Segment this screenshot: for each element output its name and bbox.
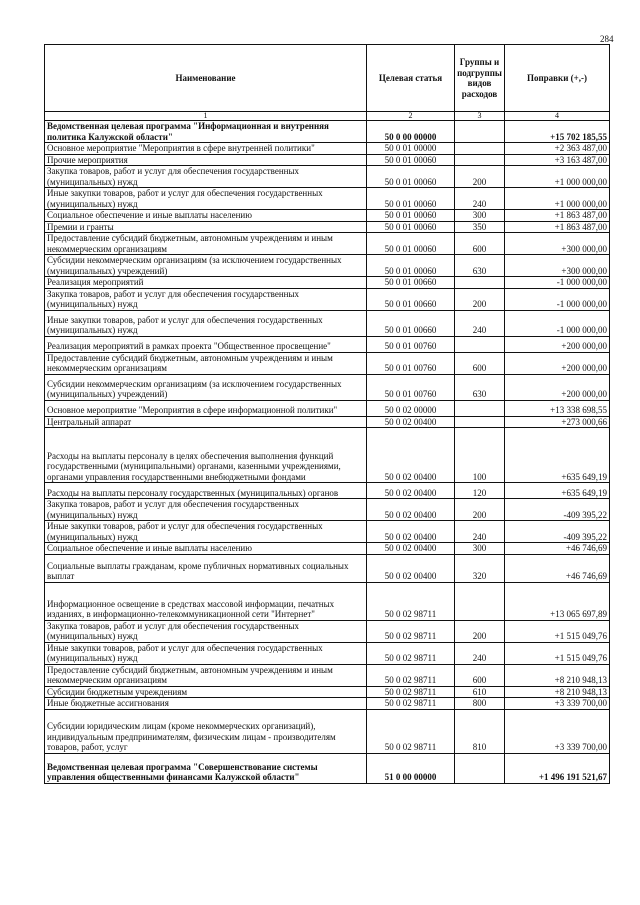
row-target-code-cell: 50 0 02 00400 [367, 499, 455, 521]
row-target-code-cell: 50 0 02 98711 [367, 642, 455, 664]
table-row [45, 221, 610, 233]
row-amount-cell: +300 000,00 [505, 233, 610, 255]
row-expense-group-cell: 200 [455, 499, 505, 521]
row-expense-group-cell: 200 [455, 288, 505, 310]
row-target-code-cell: 50 0 01 00660 [367, 277, 455, 289]
row-name-cell: Расходы на выплаты персоналу в целях обеспечения выполнения функций государственными (муниципальными) органами, казенными учреждениями, органами управления государственными внебюджетными фондами [45, 428, 367, 483]
table-row [45, 483, 610, 499]
row-name-cell: Основное мероприятие "Мероприятия в сфере информационной политики" [45, 400, 367, 416]
table-row [45, 698, 610, 710]
row-name-cell: Реализация мероприятий в рамках проекта "Общественное просвещение" [45, 336, 367, 352]
row-target-code-cell: 50 0 01 00060 [367, 188, 455, 210]
row-expense-group-cell [455, 121, 505, 143]
row-target-code-cell: 50 0 01 00060 [367, 210, 455, 222]
row-name-cell: Прочие мероприятия [45, 154, 367, 166]
table-row [45, 642, 610, 664]
row-amount-cell: -409 395,22 [505, 521, 610, 543]
row-amount-cell: +8 210 948,13 [505, 686, 610, 698]
header-amendments: Поправки (+,-) [505, 45, 610, 112]
row-amount-cell: +46 746,69 [505, 543, 610, 555]
row-amount-cell: +13 338 698,55 [505, 400, 610, 416]
table-row [45, 255, 610, 277]
row-expense-group-cell: 240 [455, 521, 505, 543]
row-target-code-cell: 51 0 00 00000 [367, 753, 455, 783]
header-target-article: Целевая статья [367, 45, 455, 112]
row-expense-group-cell [455, 753, 505, 783]
row-name-cell: Центральный аппарат [45, 416, 367, 428]
row-amount-cell: +200 000,00 [505, 374, 610, 400]
row-name-cell: Закупка товаров, работ и услуг для обеспечения государственных (муниципальных) нужд [45, 499, 367, 521]
row-target-code-cell: 50 0 01 00660 [367, 288, 455, 310]
row-target-code-cell: 50 0 01 00760 [367, 352, 455, 374]
row-target-code-cell: 50 0 02 98711 [367, 582, 455, 620]
column-number-row [45, 112, 610, 121]
row-name-cell: Предоставление субсидий бюджетным, автономным учреждениям и иным некоммерческим организациям [45, 664, 367, 686]
row-expense-group-cell: 300 [455, 210, 505, 222]
row-expense-group-cell: 320 [455, 554, 505, 582]
row-amount-cell: +1 000 000,00 [505, 188, 610, 210]
row-target-code-cell: 50 0 01 00000 [367, 143, 455, 155]
row-target-code-cell: 50 0 01 00060 [367, 154, 455, 166]
table-row [45, 686, 610, 698]
table-row [45, 582, 610, 620]
row-expense-group-cell: 810 [455, 709, 505, 753]
row-target-code-cell: 50 0 02 98711 [367, 698, 455, 710]
row-expense-group-cell: 610 [455, 686, 505, 698]
row-expense-group-cell [455, 277, 505, 289]
row-name-cell: Социальные выплаты гражданам, кроме публичных нормативных социальных выплат [45, 554, 367, 582]
table-row [45, 554, 610, 582]
row-expense-group-cell: 800 [455, 698, 505, 710]
row-name-cell: Расходы на выплаты персоналу государственных (муниципальных) органов [45, 483, 367, 499]
row-target-code-cell: 50 0 02 00400 [367, 483, 455, 499]
row-expense-group-cell: 120 [455, 483, 505, 499]
row-target-code-cell: 50 0 02 00400 [367, 543, 455, 555]
row-amount-cell: +13 065 697,89 [505, 582, 610, 620]
row-amount-cell: -1 000 000,00 [505, 310, 610, 336]
row-target-code-cell: 50 0 02 00000 [367, 400, 455, 416]
row-expense-group-cell: 600 [455, 352, 505, 374]
row-amount-cell: +8 210 948,13 [505, 664, 610, 686]
row-name-cell: Субсидии бюджетным учреждениям [45, 686, 367, 698]
col-number: 1 [45, 112, 367, 121]
row-target-code-cell: 50 0 01 00060 [367, 255, 455, 277]
row-amount-cell: +300 000,00 [505, 255, 610, 277]
row-expense-group-cell: 240 [455, 188, 505, 210]
row-amount-cell: +1 515 049,76 [505, 642, 610, 664]
row-name-cell: Предоставление субсидий бюджетным, автономным учреждениям и иным некоммерческим организациям [45, 352, 367, 374]
row-amount-cell: +635 649,19 [505, 483, 610, 499]
header-expense-groups: Группы и подгруппы видов расходов [455, 45, 505, 112]
row-expense-group-cell: 630 [455, 255, 505, 277]
table-row [45, 288, 610, 310]
table-row [45, 753, 610, 783]
amendments-table [44, 44, 610, 784]
row-name-cell: Иные закупки товаров, работ и услуг для обеспечения государственных (муниципальных) нужд [45, 642, 367, 664]
row-expense-group-cell [455, 154, 505, 166]
table-row [45, 210, 610, 222]
row-target-code-cell: 50 0 01 00060 [367, 221, 455, 233]
row-amount-cell: +3 163 487,00 [505, 154, 610, 166]
col-number: 2 [367, 112, 455, 121]
col-number: 3 [455, 112, 505, 121]
page-number: 284 [600, 34, 614, 44]
row-target-code-cell: 50 0 01 00760 [367, 336, 455, 352]
row-name-cell: Иные закупки товаров, работ и услуг для обеспечения государственных (муниципальных) нужд [45, 521, 367, 543]
row-expense-group-cell: 240 [455, 642, 505, 664]
table-row [45, 352, 610, 374]
row-target-code-cell: 50 0 02 00400 [367, 416, 455, 428]
row-target-code-cell: 50 0 00 00000 [367, 121, 455, 143]
row-amount-cell: +2 363 487,00 [505, 143, 610, 155]
row-name-cell: Закупка товаров, работ и услуг для обеспечения государственных (муниципальных) нужд [45, 166, 367, 188]
row-amount-cell: +273 000,66 [505, 416, 610, 428]
table-row [45, 277, 610, 289]
table-row [45, 310, 610, 336]
table-row [45, 166, 610, 188]
row-name-cell: Реализация мероприятий [45, 277, 367, 289]
row-target-code-cell: 50 0 02 00400 [367, 554, 455, 582]
row-name-cell: Предоставление субсидий бюджетным, автономным учреждениям и иным некоммерческим организациям [45, 233, 367, 255]
row-amount-cell: -1 000 000,00 [505, 288, 610, 310]
table-row [45, 188, 610, 210]
row-expense-group-cell: 350 [455, 221, 505, 233]
table-row [45, 336, 610, 352]
row-amount-cell: -409 395,22 [505, 499, 610, 521]
row-target-code-cell: 50 0 02 98711 [367, 620, 455, 642]
table-row [45, 143, 610, 155]
row-name-cell: Субсидии некоммерческим организациям (за исключением государственных (муниципальных) учреждений) [45, 255, 367, 277]
row-amount-cell: +46 746,69 [505, 554, 610, 582]
row-expense-group-cell: 600 [455, 233, 505, 255]
row-expense-group-cell: 600 [455, 664, 505, 686]
row-expense-group-cell [455, 416, 505, 428]
row-amount-cell: +1 515 049,76 [505, 620, 610, 642]
row-expense-group-cell [455, 400, 505, 416]
row-name-cell: Субсидии юридическим лицам (кроме некоммерческих организаций), индивидуальным предпринимателям, физическим лицам - производителям товаров, работ, услуг [45, 709, 367, 753]
table-row [45, 154, 610, 166]
row-amount-cell: +1 863 487,00 [505, 221, 610, 233]
row-name-cell: Социальное обеспечение и иные выплаты населению [45, 543, 367, 555]
row-name-cell: Ведомственная целевая программа "Информационная и внутренняя политика Калужской области" [45, 121, 367, 143]
row-amount-cell: +200 000,00 [505, 336, 610, 352]
row-name-cell: Закупка товаров, работ и услуг для обеспечения государственных (муниципальных) нужд [45, 620, 367, 642]
row-amount-cell: +635 649,19 [505, 428, 610, 483]
row-name-cell: Иные закупки товаров, работ и услуг для обеспечения государственных (муниципальных) нужд [45, 188, 367, 210]
table-row [45, 233, 610, 255]
row-name-cell: Закупка товаров, работ и услуг для обеспечения государственных (муниципальных) нужд [45, 288, 367, 310]
row-expense-group-cell: 300 [455, 543, 505, 555]
row-expense-group-cell [455, 336, 505, 352]
row-expense-group-cell: 200 [455, 620, 505, 642]
row-amount-cell: +1 000 000,00 [505, 166, 610, 188]
row-target-code-cell: 50 0 01 00060 [367, 233, 455, 255]
row-target-code-cell: 50 0 01 00760 [367, 374, 455, 400]
row-target-code-cell: 50 0 01 00660 [367, 310, 455, 336]
table-row [45, 543, 610, 555]
row-amount-cell: +15 702 185,55 [505, 121, 610, 143]
table-row [45, 620, 610, 642]
table-row [45, 374, 610, 400]
table-row [45, 416, 610, 428]
row-target-code-cell: 50 0 02 98711 [367, 709, 455, 753]
row-name-cell: Социальное обеспечение и иные выплаты населению [45, 210, 367, 222]
row-name-cell: Субсидии некоммерческим организациям (за исключением государственных (муниципальных) учреждений) [45, 374, 367, 400]
row-target-code-cell: 50 0 02 98711 [367, 664, 455, 686]
row-amount-cell: -1 000 000,00 [505, 277, 610, 289]
row-name-cell: Информационное освещение в средствах массовой информации, печатных изданиях, в информационно-телекоммуникационной сети "Интернет" [45, 582, 367, 620]
header-name: Наименование [45, 45, 367, 112]
row-name-cell: Иные закупки товаров, работ и услуг для обеспечения государственных (муниципальных) нужд [45, 310, 367, 336]
row-amount-cell: +3 339 700,00 [505, 709, 610, 753]
row-expense-group-cell [455, 143, 505, 155]
row-expense-group-cell: 240 [455, 310, 505, 336]
row-name-cell: Ведомственная целевая программа "Совершенствование системы управления общественными финансами Калужской области" [45, 753, 367, 783]
row-expense-group-cell: 200 [455, 166, 505, 188]
table-row [45, 400, 610, 416]
row-name-cell: Основное мероприятие "Мероприятия в сфере внутренней политики" [45, 143, 367, 155]
table-row [45, 428, 610, 483]
table-row [45, 121, 610, 143]
row-amount-cell: +1 496 191 521,67 [505, 753, 610, 783]
row-expense-group-cell [455, 582, 505, 620]
col-number: 4 [505, 112, 610, 121]
row-target-code-cell: 50 0 02 98711 [367, 686, 455, 698]
row-amount-cell: +1 863 487,00 [505, 210, 610, 222]
table-row [45, 664, 610, 686]
table-row [45, 521, 610, 543]
row-target-code-cell: 50 0 01 00060 [367, 166, 455, 188]
row-target-code-cell: 50 0 02 00400 [367, 521, 455, 543]
row-name-cell: Премии и гранты [45, 221, 367, 233]
table-row [45, 499, 610, 521]
row-amount-cell: +200 000,00 [505, 352, 610, 374]
row-name-cell: Иные бюджетные ассигнования [45, 698, 367, 710]
row-expense-group-cell: 100 [455, 428, 505, 483]
row-target-code-cell: 50 0 02 00400 [367, 428, 455, 483]
row-expense-group-cell: 630 [455, 374, 505, 400]
table-row [45, 709, 610, 753]
row-amount-cell: +3 339 700,00 [505, 698, 610, 710]
